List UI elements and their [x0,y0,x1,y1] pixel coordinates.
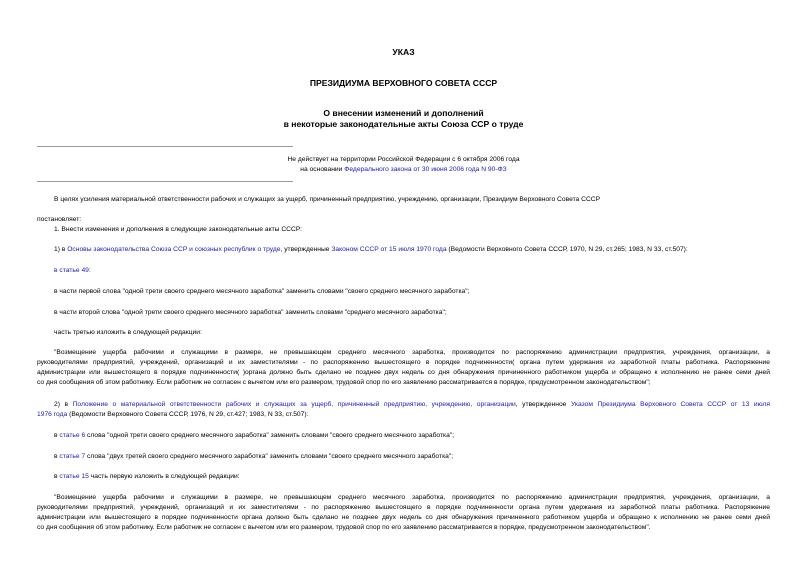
item-1-2-mid: , утвержденное [515,401,571,408]
issuer-title: ПРЕЗИДИУМА ВЕРХОВНОГО СОВЕТА СССР [309,78,498,88]
subject-title-line2: в некоторые законодательные акты Союза ССР о труде [283,119,524,129]
item-1-1-mid: , утвержденные [280,246,332,253]
art15-text: часть первую изложить в следующей редакции: [88,473,240,480]
labor-fundamentals-link[interactable]: Основы законодательства Союза ССР и союзных республик о труде [67,246,281,253]
quote2-line2: руководителями предприятий, учреждений, организаций и их заместителями - по распоряжению вышестоящего в порядке подчиненности органа путем удержания из заработной платы работника. Распоряжение [37,504,770,512]
quote1-line2: руководителями предприятий, учреждений, организаций и их заместителями - по распоряжению вышестоящего в порядке подчиненности( органа путем удержания из заработной платы работника. Распоряжение [37,359,770,367]
article-6-change [54,431,454,441]
article-6-link[interactable]: статье 6 [59,432,86,439]
item-1-1-prefix: 1) в [54,246,68,253]
article-15-link[interactable]: статье 15 [59,473,89,480]
item-1-2 [37,400,770,420]
presidium-decree-1976-link-cont[interactable]: 1976 года [37,411,68,419]
quote1-line3: администрации или вышестоящего в порядке подчиненности( )органа должно быть сделано не позднее двух недель со дня обнаружения причиненного работником ущерба и обращено к исполнению не ранее семи дней [37,369,770,377]
doc-type-title: УКАЗ [392,47,415,57]
decree-word: постановляет: [37,216,82,223]
presidium-decree-1976-link[interactable]: Указом Президиума Верховного Совета СССР от 13 июля [570,401,770,408]
art7-text: слова "двух третей своего среднего месячного заработка" заменить словами "своего среднего месячного заработка"; [85,453,454,460]
quote1-line1: "Возмещение ущерба рабочими и служащими в размере, не превышающем среднего месячного заработка, производится по распоряжению администрации предприятия, учреждения, организации, а [54,349,770,356]
divider-top [37,146,293,147]
quote-paragraph-2 [37,493,770,533]
status-prefix: на основании [300,166,345,173]
quote1-line4: со дня сообщения об этом работнику. Если работник не согласен с вычетом или его размером, трудовой спор по его заявлению рассматривается в порядке, предусмотренном законодательством"; [37,379,651,387]
item-1-2-suffix: (Ведомости Верховного Совета СССР, 1976, N 29, ст.427; 1983, N 33, ст.507): [67,411,309,419]
art6-prefix: в [54,432,60,439]
article-15-change [54,472,240,482]
article-49-link[interactable]: в статье 49: [54,267,91,274]
federal-law-link[interactable]: Федерального закона от 30 июня 2006 года N 90-ФЗ [344,166,507,173]
subject-title-line1: О внесении изменений и дополнений [323,108,484,118]
article-7-link[interactable]: статье 7 [59,453,86,460]
divider-bottom [37,181,293,182]
ussr-law-1970-link[interactable]: Законом СССР от 15 июля 1970 года [331,246,447,253]
art6-text: слова "одной трети своего среднего месячного заработка" заменить словами "своего среднего месячного заработка"; [85,432,455,439]
part-three-change: часть третью изложить в следующей редакции: [54,329,202,336]
quote-paragraph-1 [37,348,770,388]
part-one-change: в части первой слова "одной трети своего среднего месячного заработка" заменить словами "своего среднего месячного заработка"; [54,288,470,295]
status-line2 [0,165,807,175]
quote2-line4: со дня сообщения об этом работнику. Если работник не согласен с вычетом или его размером, трудовой спор по его заявлению рассматривается в порядке, предусмотренном законодательством". [37,524,651,532]
intro-paragraph: В целях усиления материальной ответственности рабочих и служащих за ущерб, причиненный предприятию, учреждению, организации, Президиум Верховного Совета СССР [54,196,601,203]
article-7-change [54,452,453,462]
status-line1: Не действует на территории Российской Федерации с 6 октября 2006 года [287,156,520,163]
part-two-change: в части второй слова "одной трети своего среднего месячного заработка" заменить словами "среднего месячного заработка"; [54,309,447,316]
art15-prefix: в [54,473,60,480]
liability-regulation-link[interactable]: Положение о материальной ответственности рабочих и служащих за ущерб, причиненный предприятию, учреждению, организации [72,401,516,408]
quote2-line3: администрации или вышестоящего в порядке подчиненности органа должно быть сделано не позднее двух недель со дня обнаружения причиненного работником ущерба и обращено к исполнению не ранее семи дней [37,514,770,522]
item-1: 1. Внести изменения и дополнения в следующие законодательные акты СССР: [54,226,302,233]
art7-prefix: в [54,453,60,460]
item-1-1 [54,245,688,255]
quote2-line1: "Возмещение ущерба рабочими и служащими в размере, не превышающем среднего месячного заработка, производится по распоряжению администрации предприятия, учреждения, организации, а [54,494,770,501]
item-1-1-suffix: (Ведомости Верховного Совета СССР, 1970, N 29, ст.265; 1983, N 33, ст.507): [446,246,688,253]
item-1-2-prefix: 2) в [54,401,73,408]
